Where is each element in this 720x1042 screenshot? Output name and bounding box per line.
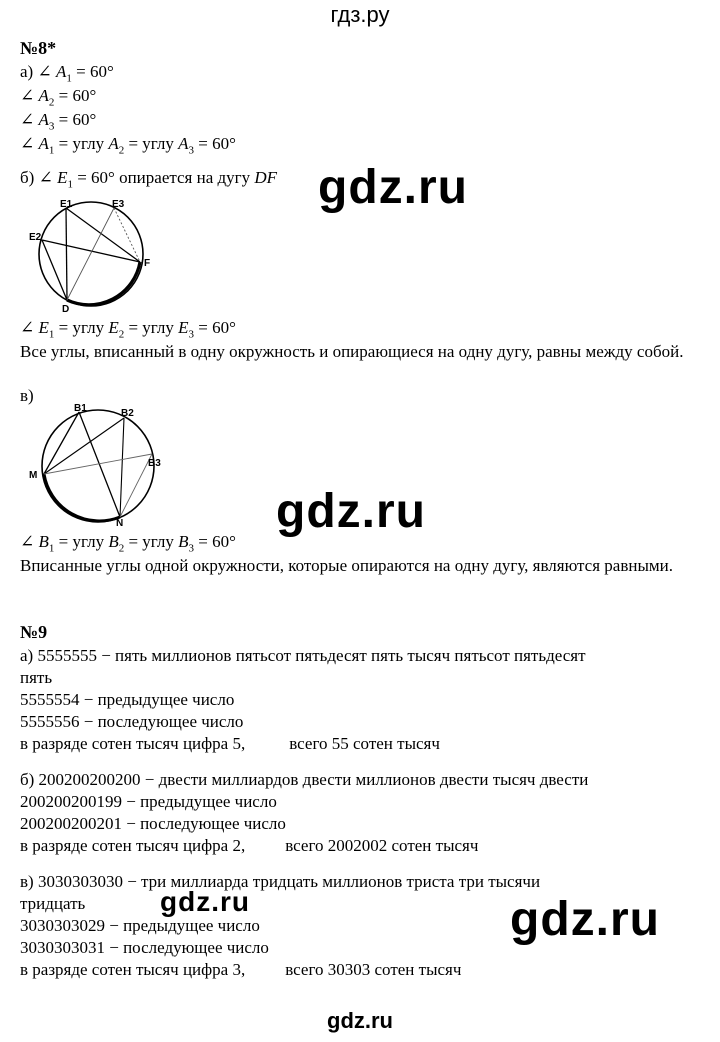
task9-a-line1: а) 5555555 − пять миллионов пятьсот пятьдесят пять тысяч пятьсот пятьдесят <box>20 646 586 665</box>
v-summary-mid-1: = углу <box>54 532 109 551</box>
task8-a-angle-a1: а) ∠ $A_1 = 60^\circ$ <box>20 62 114 85</box>
b-arc: DF <box>254 168 278 187</box>
chord-b3-m <box>44 454 152 474</box>
v-summary-end: = 60° <box>194 532 236 551</box>
b-summary-mid-2: = углу <box>124 318 179 337</box>
task9-v-digit-row <box>20 960 461 980</box>
b-summary-mid-1: = углу <box>54 318 109 337</box>
task9-title: №9 <box>20 622 48 642</box>
task9-v-line1: в) 3030303030 − три миллиарда тридцать миллионов триста три тысячи <box>20 872 541 891</box>
label-e3: E3 <box>112 199 125 210</box>
task8-b-conclusion: Все углы, вписанный в одну окружность и опирающиеся на одну дугу, равны между собой. <box>20 342 684 361</box>
task9-v-prev: 3030303029 − предыдущее число <box>20 916 260 935</box>
a-summary-end: = 60° <box>194 134 236 153</box>
angle-a1-value: = 60° <box>76 62 114 81</box>
label-d: D <box>62 304 70 315</box>
arc-df <box>67 262 140 305</box>
task8-v-conclusion: Вписанные углы одной окружности, которые опираются на одну дугу, являются равными. <box>20 556 673 575</box>
task8-b-statement: б) ∠ $E_1 = 60^\circ$ опирается на дугу DF <box>20 168 278 191</box>
task9-b-total: всего 2002002 сотен тысяч <box>285 836 479 855</box>
label-b2: B2 <box>121 408 134 419</box>
task8-title: №8* <box>20 38 57 58</box>
task8-v-prefix: в) <box>20 386 34 405</box>
arc-mn <box>44 474 120 521</box>
chord-b1-m <box>44 412 79 474</box>
watermark-2: gdz.ru <box>276 485 426 538</box>
task8-a-angle-a3: ∠ $A_3 = 60^\circ$ <box>20 110 97 133</box>
task9-v-line2: тридцать <box>20 894 86 913</box>
circle-figure-b <box>24 404 174 528</box>
v-summary-mid-2: = углу <box>124 532 179 551</box>
b-summary-end: = 60° <box>194 318 236 337</box>
watermark-1: gdz.ru <box>318 161 468 214</box>
task8-b-summary: ∠ $E_1$ = углу $E_2$ = углу $E_3 = 60^\circ$ <box>20 318 236 341</box>
task9-a-digit: в разряде сотен тысяч цифра 5, <box>20 734 246 753</box>
task8-b-prefix: б) <box>20 168 39 187</box>
label-e2: E2 <box>29 232 42 243</box>
task9-v-total: всего 30303 сотен тысяч <box>285 960 462 979</box>
task9-b-next: 200200200201 − последующее число <box>20 814 286 833</box>
label-f: F <box>144 258 151 269</box>
chord-b1-n <box>79 412 120 517</box>
watermark-3: gdz.ru <box>160 886 250 917</box>
task9-b-digit-row <box>20 836 478 856</box>
label-b1: B1 <box>74 404 87 414</box>
task9-b-line1: б) 200200200200 − двести миллиардов двести миллионов двести тысяч двести <box>20 770 589 789</box>
label-b3: B3 <box>148 458 161 469</box>
task9-v-digit: в разряде сотен тысяч цифра 3, <box>20 960 246 979</box>
label-m: M <box>29 470 38 481</box>
task9-a-line2: пять <box>20 668 53 687</box>
task8-a-angle-a2: ∠ $A_2 = 60^\circ$ <box>20 86 97 109</box>
a-summary-mid-1: = углу <box>54 134 109 153</box>
task9-b-digit: в разряде сотен тысяч цифра 2, <box>20 836 246 855</box>
circle-figure-e <box>26 196 156 316</box>
task9-b-prev: 200200200199 − предыдущее число <box>20 792 277 811</box>
task9-v-next: 3030303031 − последующее число <box>20 938 269 957</box>
site-footer: gdz.ru <box>327 1008 393 1033</box>
task9-a-digit-row <box>20 734 440 754</box>
angle-a3-value: = 60° <box>58 110 97 129</box>
b-text: = 60° опирается на дугу <box>72 168 255 187</box>
task8-a-summary: ∠ $A_1$ = углу $A_2$ = углу $A_3 = 60^\circ$ <box>20 134 236 157</box>
label-n: N <box>116 518 124 528</box>
label-e1: E1 <box>60 199 73 210</box>
chord-b2-n <box>120 418 124 517</box>
task9-a-prev: 5555554 − предыдущее число <box>20 690 235 709</box>
task8-a-prefix: а) <box>20 62 38 81</box>
task9-a-next: 5555556 − последующее число <box>20 712 244 731</box>
chord-e1-d <box>66 208 67 300</box>
angle-a2-value: = 60° <box>58 86 97 105</box>
task8-v-summary: ∠ $B_1$ = углу $B_2$ = углу $B_3 = 60^\circ$ <box>20 532 236 555</box>
task9-a-total: всего 55 сотен тысяч <box>289 734 440 753</box>
site-header: гдз.ру <box>330 2 390 27</box>
watermark-4: gdz.ru <box>510 893 660 946</box>
a-summary-mid-2: = углу <box>124 134 179 153</box>
